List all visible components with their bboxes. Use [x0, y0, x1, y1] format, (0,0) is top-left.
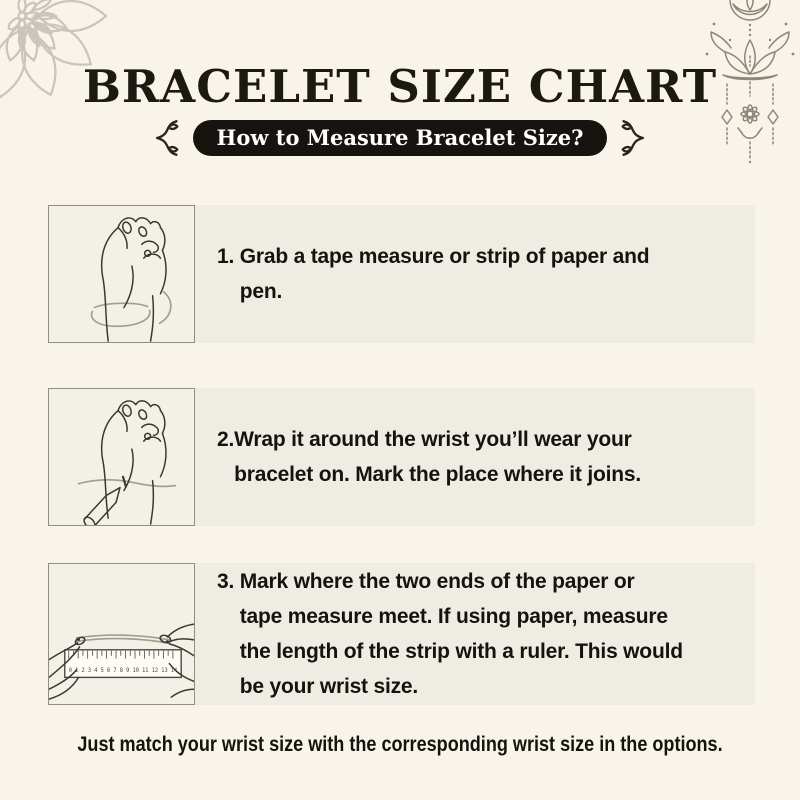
subtitle-badge: How to Measure Bracelet Size? [193, 120, 608, 156]
step3-text [195, 563, 683, 705]
ruler-numbers: 0 1 2 3 4 5 6 7 8 9 10 11 12 13 14 [68, 667, 178, 674]
subtitle-row [0, 117, 800, 159]
step3-line: be your wrist size. [239, 675, 419, 698]
step1-text [195, 205, 649, 343]
step2-number: 2. [217, 428, 235, 451]
step2-line: bracelet on. Mark the place where it joins. [234, 463, 641, 486]
step2-text [195, 388, 641, 526]
step1-line: Grab a tape measure or strip of paper and [239, 245, 650, 268]
step-row-2 [48, 388, 755, 526]
curly-flourish-left-icon [150, 117, 180, 159]
step3-line: Mark where the two ends of the paper or [239, 570, 635, 593]
step1-line: pen. [239, 280, 283, 303]
step2-line: Wrap it around the wrist you’ll wear your [234, 428, 632, 451]
footer-note: Just match your wrist size with the corresponding wrist size in the options. [77, 733, 723, 756]
step3-number: 3. [217, 570, 240, 593]
step3-line: tape measure meet. If using paper, measure [239, 605, 668, 628]
step3-line: the length of the strip with a ruler. This would [239, 640, 683, 663]
step1-hand-with-tape-illustration [48, 205, 195, 343]
step3-ruler-illustration [48, 563, 195, 705]
curly-flourish-right-icon [620, 117, 650, 159]
step2-hand-marking-illustration [48, 388, 195, 526]
step-row-1 [48, 205, 755, 343]
page-title: BRACELET SIZE CHART [82, 60, 718, 113]
step-row-3 [48, 563, 755, 705]
step1-number: 1. [217, 245, 240, 268]
